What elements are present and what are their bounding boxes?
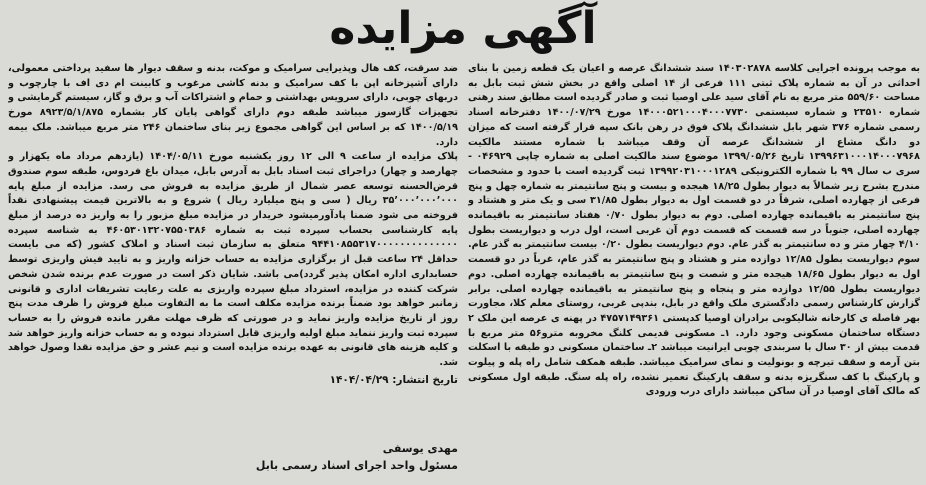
notice-title: آگهی مزایده — [329, 3, 597, 54]
publish-date: تاریخ انتشار: ۱۴۰۴/۰۴/۲۹ — [329, 373, 458, 386]
left-column-paragraph-2: پلاک مزایده از ساعت ۹ الی ۱۲ روز یکشنبه مورخ ۱۴۰۴/۰۵/۱۱ (یازدهم مرداد ماه یکهزار و چهارصد و چهار) دراجرای ثبت اسناد بابل به آدرس بابل، میدان باغ فردوس، طبقه سوم صندوق قرض‌الحسنه توسعه عصر شمال از طریق مزایده به فروش می رسد. مزایده از مبلغ پایه ۳۵٬۰۰۰٬۰۰۰٬۰۰۰ ریال ( سی و پنج میلیارد ریال ) شروع و به بالاترین قیمت پیشنهادی نقداً فروخته می شود ضمنا پادآورمیشود خریدار در مزایده مبلغ مزبور را به واریز ده درصد از مبلغ پایه کارشناسی بحساب سپرده ثبت به شماره ۴۶۰۵۳۰۱۳۲۰۷۵۵۰۳۸۶ به شناسه سپرده ۹۴۴۱۰۸۵۵۳۱۷۰۰۰۰۰۰۰۰۰۰۰۰۰۰ متعلق به سازمان ثبت اسناد و املاک کشور (که می بایست حداقل ۲۴ ساعت قبل از برگزاری مزایده به حساب خزانه واریز و به تایید فیش واریزی توسط حسابداری اداره امکان پذیر گردد)می باشد. شایان ذکر است در صورت عدم برنده شدن شخص شرکت کننده در مزایده، استرداد مبلغ سپرده واریزی به علت رعایت تشریفات اداری و قانونی زمانبر خواهد بود ضمناً برنده مزایده مکلف است ما به التفاوت مبلغ فروش را ظرف مدت پنج روز از تاریخ مزایده واریز نماید و در صورتی که ظرف مهلت مقرر مانده فروش را به حساب سپرده ثبت واریز ننماید مبلغ اولیه واریزی قابل استرداد نبوده و به حساب خزانه واریز خواهد شد و کلیه هزینه های قانونی به عهده برنده مزایده است و نیم عشر و حق مزایده نقدا وصول خواهد شد. — [8, 151, 458, 369]
right-column-paragraph: به موجب پرونده اجرایی کلاسه ۱۴۰۳۰۲۸۷۸ سند ششدانگ عرصه و اعیان یک قطعه زمین با بنای احداثی در آن به شماره پلاک ثبتی ۱۱۱ فرعی از ۱۴ اصلی واقع در بخش شش ثبت بابل به مساحت ۵۵۹/۶۰ متر مربع به نام آقای سید علی اوصیا ثبت و صادر گردیده است مطابق سند رهنی شماره ۲۳۵۱۰ و شماره سیستمی ۱۴۰۰۰۵۲۱۰۰۰۴۰۰۰۷۷۳۰ مورخ ۱۴۰۰/۰۷/۲۹ دفترخانه اسناد رسمی شماره ۳۷۶ شهر بابل ششدانگ پلاک فوق در رهن بانک سپه قرار گرفته است که میزان دو دانگ مشاع از ششدانگ عرصه آن وقف میباشد با شماره مستند مالکیت ۱۳۹۹۶۳۱۰۰۰۱۴۰۰۰۷۹۶۸ تاریخ ۱۳۹۹/۰۵/۲۶ موضوع سند مالکیت اصلی به شماره چاپی ۰۴۶۹۲۹ - سری ب سال ۹۹ با شماره الکترونیکی ۱۳۹۹۲۰۳۱۰۰۰۱۲۸۹ ثبت گردیده است با حدود و مشخصات مندرج بشرح زیر شمالاً به دیوار بطول ۱۸/۲۵ هیجده و بیست و پنج سانتیمتر به شماره چهل و پنج فرعی از چهارده اصلی، شرقاً در دو قسمت اول به دیوار بطول ۳۱/۸۵ سی و یک متر و هشتاد و پنج سانتیمتر به باقیمانده چهارده اصلی. دوم به دیوار بطول ۰/۷۰ هفتاد سانتیمتر به باقیمانده چهارده اصلی، جنوباً در سه قسمت که قسمت دوم آن غربی است، اول درب و دیواریست بطول ۴/۱۰ چهار متر و ده سانتیمتر به گذر عام. دوم دیواریست بطول ۰/۲۰ بیست سانتیمتر به گذر عام. سوم دیواریست بطول ۱۲/۸۵ دوازده متر و هشتاد و پنج سانتیمتر به گذر عام، غرباً در دو قسمت اول به دیوار بطول ۱۸/۶۵ هیجده متر و شصت و پنج سانتیمتر به باقیمانده چهارده اصلی. دوم دیواریست بطول ۱۲/۵۵ دوازده متر و پنجاه و پنج سانتیمتر به باقیمانده چهارده اصلی. برابر گزارش کارشناس رسمی دادگستری ملک واقع در بابل، بندپی غربی، روستای معلم کلا، مجاورت بهر فاصله ی کارخانه شالیکوبی برادران اوصیا کدپستی ۴۷۵۷۱۴۹۳۶۱ در پهنه ی عرصه این ملک ۲ دستگاه ساختمان مسکونی وجود دارد. ۱ـ مسکونی قدیمی کلنگ مخروبه مترو۵۶ متر مربع با قدمت بیش از ۳۰ سال با سربندی چوبی ایرانیت میباشد ۲ـ ساختمان مسکونی دو طبقه با اسکلت بتن آرمه و سقف تیرچه و بونولیت و نمای سرامیک میباشد. طبقه همکف شامل راه پله و پیلوت و پارکینگ با کف سنگریزه بدنه و سقف پارکینگ تعمیر نشده، راه پله سنگ. طبقه اول مسکونی که مالک آقای اوصیا در آن ساکن میباشد دارای درب ورودی — [468, 63, 920, 398]
notice-body — [8, 62, 920, 480]
signatory-name: مهدی یوسفی — [382, 442, 458, 455]
signatory-position: مسئول واحد اجرای اسناد رسمی بابل — [255, 459, 458, 472]
notice-right-column — [468, 62, 920, 480]
signature-block — [256, 440, 458, 474]
notice-left-column — [8, 62, 458, 480]
left-column-paragraph-1: ضد سرقت، کف هال وپذیرایی سرامیک و موکت، بدنه و سقف دیوار ها سفید پرداختی معمولی، دارای آشپزخانه اپن با کف سرامیک و بدنه کاشی مرغوب و کابینت ام دی اف با چارچوب و دربهای چوبی، دارای سرویس بهداشتی و حمام و اشتراکات آب و برق و گاز، سیستم گرمایشی و تجهیزات گازسوز میباشد طبقه دوم دارای گواهی پایان کار بشماره ۸۹۲۳/۵/۱/۸۷۵ مورخ ۱۴۰۰/۵/۱۹ که بر اساس این گواهی مجموع زیر بنای ساختمان ۲۴۶ متر مربع میباشد. ملک بیمه دارد. — [8, 63, 458, 148]
